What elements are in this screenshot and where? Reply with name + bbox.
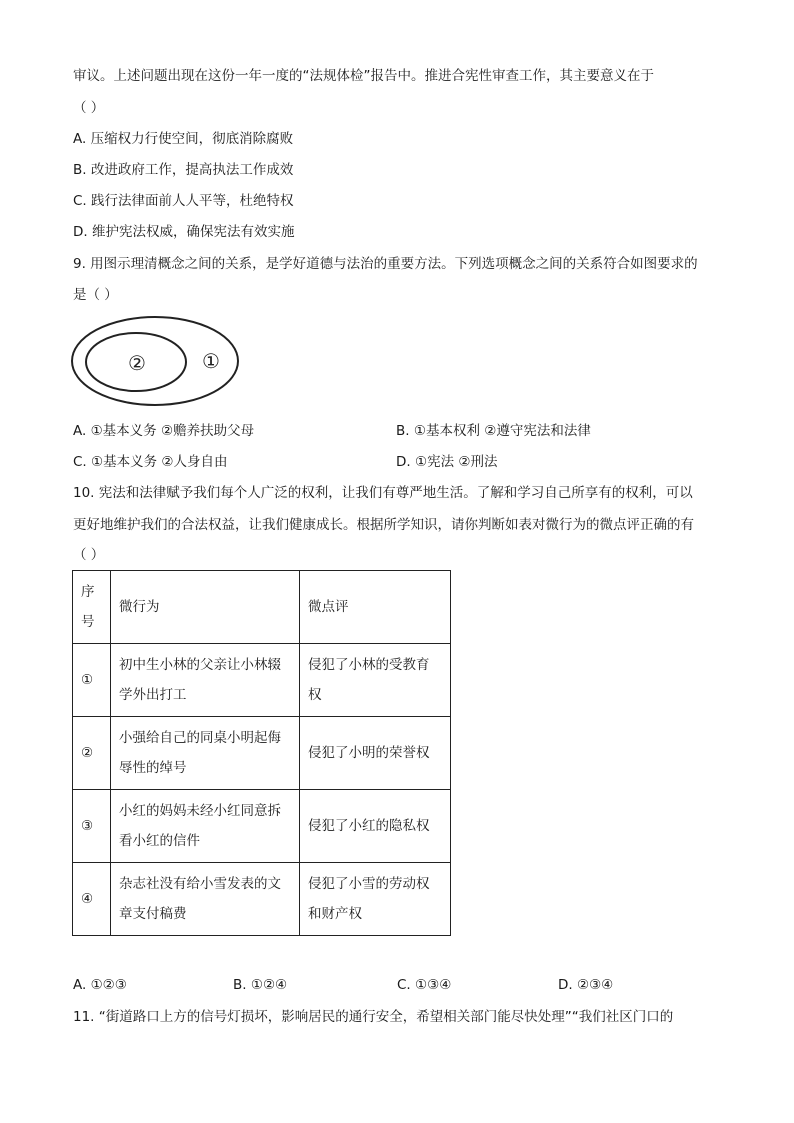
header-num: 序 号 [73,571,111,644]
table-row [73,790,451,863]
outer-label: ① [202,349,220,373]
q8-option-b: B. 改进政府工作，提高执法工作成效 [73,162,294,178]
concept-venn-diagram [70,315,242,407]
q9-option-b: B. ①基本权利 ②遵守宪法和法律 [396,423,591,439]
row-comment: 侵犯了小林的受教育 权 [300,644,451,717]
q8-option-d: D. 维护宪法权威，确保宪法有效实施 [73,224,295,240]
q9-option-a: A. ①基本义务 ②赡养扶助父母 [73,423,255,439]
row-behavior: 杂志社没有给小雪发表的文 章支付稿费 [111,863,300,936]
row-num: ③ [73,790,111,863]
q9-option-c: C. ①基本义务 ②人身自由 [73,454,228,470]
q10-option-a: A. ①②③ [73,977,127,993]
table-row [73,644,451,717]
q11-stem-line1: 11. “街道路口上方的信号灯损坏，影响居民的通行安全，希望相关部门能尽快处理”“我们社区门口的 [73,1009,674,1025]
row-comment: 侵犯了小红的隐私权 [300,790,451,863]
table-header-row [73,571,451,644]
q8-stem-line1: 审议。上述问题出现在这份一年一度的“法规体检”报告中。推进合宪性审查工作，其主要意义在于 [73,68,654,84]
table-row [73,863,451,936]
q9-stem-line1: 9. 用图示理清概念之间的关系，是学好道德与法治的重要方法。下列选项概念之间的关系符合如图要求的 [73,256,698,272]
row-comment: 侵犯了小雪的劳动权 和财产权 [300,863,451,936]
row-comment: 侵犯了小明的荣誉权 [300,717,451,790]
table-row [73,717,451,790]
q10-stem-line1: 10. 宪法和法律赋予我们每个人广泛的权利，让我们有尊严地生活。了解和学习自己所享有的权利，可以 [73,485,693,501]
row-behavior: 初中生小林的父亲让小林辍 学外出打工 [111,644,300,717]
q9-stem-line2: 是（ ） [73,287,118,303]
row-num: ② [73,717,111,790]
row-behavior: 小红的妈妈未经小红同意拆 看小红的信件 [111,790,300,863]
q10-option-b: B. ①②④ [233,977,288,993]
row-behavior: 小强给自己的同桌小明起侮 辱性的绰号 [111,717,300,790]
inner-label: ② [128,351,146,375]
q8-option-a: A. 压缩权力行使空间，彻底消除腐败 [73,131,294,147]
header-behavior: 微行为 [111,571,300,644]
q10-table [72,570,451,936]
q8-option-c: C. 践行法律面前人人平等，杜绝特权 [73,193,294,209]
q10-stem-line3: （ ） [73,547,105,563]
row-num: ① [73,644,111,717]
q8-stem-line2: （ ） [73,100,105,116]
q10-option-d: D. ②③④ [558,977,614,993]
row-num: ④ [73,863,111,936]
header-comment: 微点评 [300,571,451,644]
q10-stem-line2: 更好地维护我们的合法权益，让我们健康成长。根据所学知识，请你判断如表对微行为的微点评正确的有 [73,517,694,533]
q10-option-c: C. ①③④ [397,977,452,993]
q9-option-d: D. ①宪法 ②刑法 [396,454,498,470]
